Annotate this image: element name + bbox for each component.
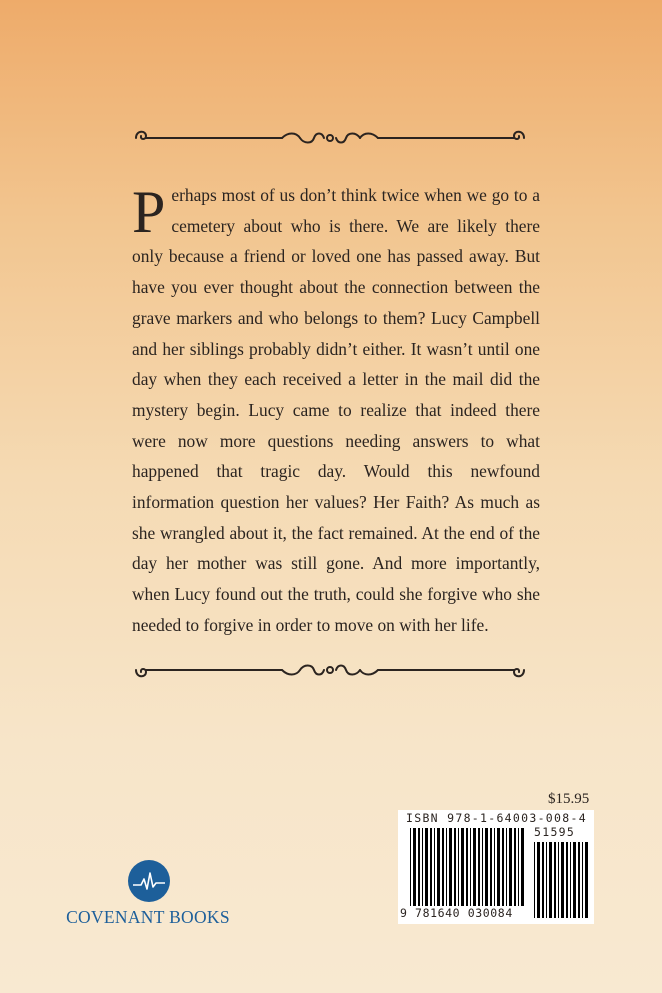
- heartbeat-circle-icon: [127, 859, 171, 903]
- isbn-barcode: [398, 810, 594, 924]
- isbn-label: ISBN 978-1-64003-008-4: [406, 811, 587, 825]
- ean-digits: 9 781640 030084: [400, 906, 513, 920]
- top-ornament-divider: [132, 124, 528, 152]
- bottom-ornament-divider: [132, 656, 528, 684]
- price: $15.95: [548, 791, 590, 807]
- publisher-logo: [60, 855, 240, 935]
- blurb-body: erhaps most of us don’t think twice when we go to a cemetery about who is there. We are likely there only because a friend or loved one has passed away. But have you ever thought about the connection between the grave markers and who belongs to them? Lucy Campbell and her siblings probably didn’t either. It wasn’t until one day when they each received a letter in the mail did the mystery begin. Lucy came to realize that indeed there were now more questions needing answers to what happened that tragic day. Would this newfound information question her values? Her Faith? As much as she wrangled about it, the fact remained. At the end of the day her mother was still gone. And more importantly, when Lucy found out the truth, could she forgive who she needed to forgive in order to move on with her life.: [132, 185, 540, 635]
- back-cover-blurb: [132, 180, 540, 641]
- drop-cap: P: [132, 179, 166, 245]
- scroll-divider-ornament: [132, 656, 528, 684]
- scroll-divider-ornament: [132, 124, 528, 152]
- barcode-supplement: 51595: [534, 825, 576, 839]
- publisher-name: COVENANT BOOKS: [66, 907, 230, 927]
